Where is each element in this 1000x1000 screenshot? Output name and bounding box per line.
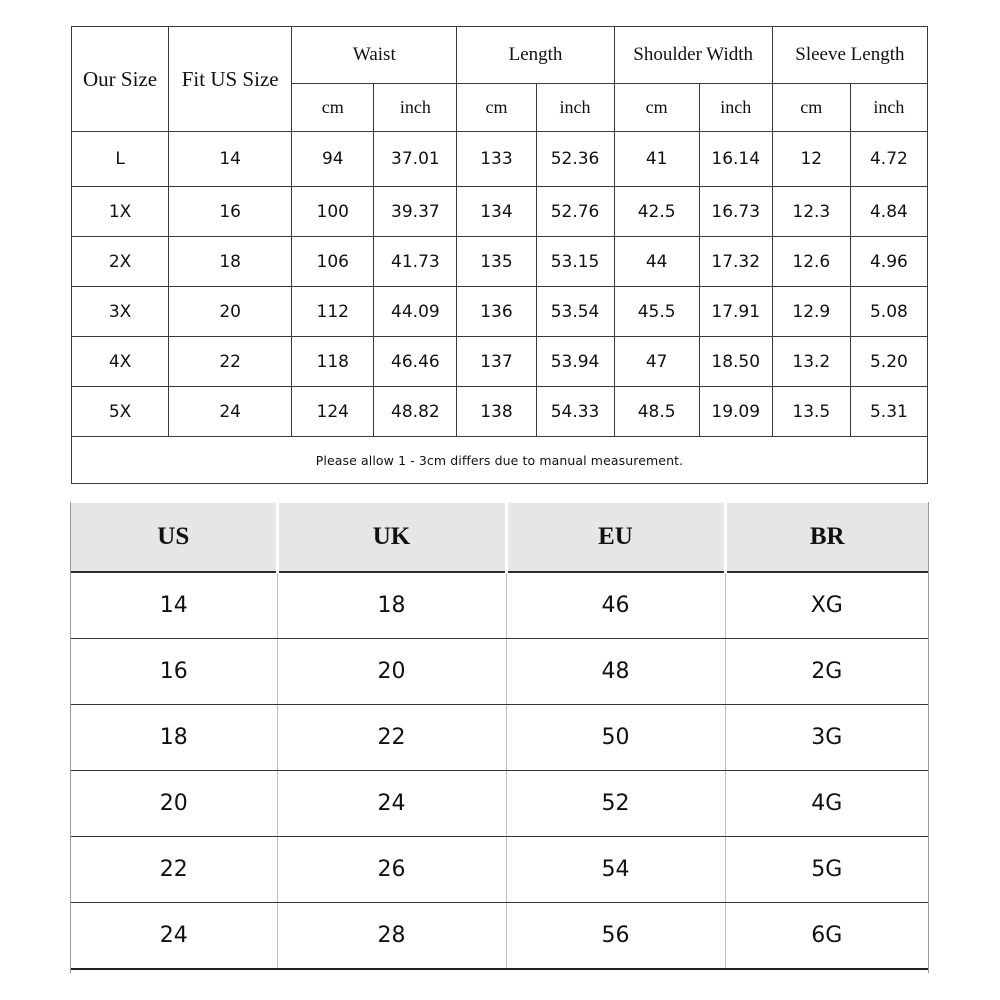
unit-header: inch <box>374 84 457 132</box>
table-cell: 46 <box>506 572 725 639</box>
table-cell: 12 <box>772 132 850 187</box>
table-cell: 48.82 <box>374 387 457 437</box>
table-cell: 12.6 <box>772 237 850 287</box>
table-cell: 94 <box>292 132 374 187</box>
table-cell: 5X <box>72 387 169 437</box>
table-row <box>72 287 928 337</box>
table-row <box>72 337 928 387</box>
table-row <box>71 572 928 639</box>
table-cell: 50 <box>506 705 725 771</box>
note-row <box>72 437 928 484</box>
unit-header: cm <box>292 84 374 132</box>
table-row <box>71 705 928 771</box>
table-cell: 106 <box>292 237 374 287</box>
unit-header: inch <box>536 84 614 132</box>
header-eu: EU <box>506 503 725 572</box>
table-cell: 20 <box>71 771 277 837</box>
table-cell: 52.76 <box>536 187 614 237</box>
table-cell: 47 <box>614 337 699 387</box>
table-cell: 17.91 <box>699 287 772 337</box>
unit-header: cm <box>772 84 850 132</box>
table-cell: 137 <box>457 337 536 387</box>
table-cell: 2X <box>72 237 169 287</box>
table-cell: 16 <box>71 639 277 705</box>
unit-header: cm <box>457 84 536 132</box>
table-cell: 16.14 <box>699 132 772 187</box>
table-cell: 46.46 <box>374 337 457 387</box>
table-row <box>71 903 928 970</box>
header-our-size: Our Size <box>72 27 169 132</box>
header-fit-us-size: Fit US Size <box>169 27 292 132</box>
header-shoulder-width: Shoulder Width <box>614 27 772 84</box>
table-cell: 4.72 <box>850 132 927 187</box>
table-cell: 22 <box>71 837 277 903</box>
table-cell: 2G <box>725 639 928 705</box>
table-cell: 53.54 <box>536 287 614 337</box>
table-cell: 4X <box>72 337 169 387</box>
table-cell: 42.5 <box>614 187 699 237</box>
table-row <box>71 837 928 903</box>
table-row <box>71 639 928 705</box>
table-row <box>72 237 928 287</box>
table-cell: 18 <box>71 705 277 771</box>
table-cell: 39.37 <box>374 187 457 237</box>
table-cell: 52 <box>506 771 725 837</box>
table-cell: 3G <box>725 705 928 771</box>
table-cell: 5.08 <box>850 287 927 337</box>
table-cell: 12.3 <box>772 187 850 237</box>
unit-header: inch <box>850 84 927 132</box>
size-measurement-table <box>71 26 928 484</box>
table-cell: 18 <box>277 572 506 639</box>
measurement-note: Please allow 1 - 3cm differs due to manual measurement. <box>72 437 928 484</box>
header-us: US <box>71 503 277 572</box>
table-row <box>72 387 928 437</box>
table-cell: 53.94 <box>536 337 614 387</box>
table-cell: 1X <box>72 187 169 237</box>
table-cell: 22 <box>169 337 292 387</box>
table-cell: 54 <box>506 837 725 903</box>
table-cell: 20 <box>277 639 506 705</box>
table-cell: 52.36 <box>536 132 614 187</box>
table-cell: 20 <box>169 287 292 337</box>
table-cell: 19.09 <box>699 387 772 437</box>
table-cell: 17.32 <box>699 237 772 287</box>
table-cell: 18.50 <box>699 337 772 387</box>
table-cell: 24 <box>71 903 277 970</box>
table-cell: 54.33 <box>536 387 614 437</box>
table-cell: 16 <box>169 187 292 237</box>
table-cell: 44 <box>614 237 699 287</box>
table-cell: L <box>72 132 169 187</box>
table-cell: 48.5 <box>614 387 699 437</box>
table-cell: 6G <box>725 903 928 970</box>
table-cell: 3X <box>72 287 169 337</box>
table-cell: XG <box>725 572 928 639</box>
header-sleeve-length: Sleeve Length <box>772 27 927 84</box>
table-cell: 14 <box>71 572 277 639</box>
table-row <box>72 187 928 237</box>
table-cell: 28 <box>277 903 506 970</box>
conversion-header-row <box>71 503 928 572</box>
unit-header: inch <box>699 84 772 132</box>
size-conversion-table <box>71 503 928 970</box>
table-cell: 18 <box>169 237 292 287</box>
header-br: BR <box>725 503 928 572</box>
table-cell: 41.73 <box>374 237 457 287</box>
table-cell: 5G <box>725 837 928 903</box>
table-cell: 53.15 <box>536 237 614 287</box>
header-waist: Waist <box>292 27 457 84</box>
table-cell: 124 <box>292 387 374 437</box>
table-cell: 48 <box>506 639 725 705</box>
table-cell: 16.73 <box>699 187 772 237</box>
table-cell: 136 <box>457 287 536 337</box>
table-cell: 134 <box>457 187 536 237</box>
header-uk: UK <box>277 503 506 572</box>
table-cell: 133 <box>457 132 536 187</box>
table-row <box>72 132 928 187</box>
table-cell: 5.31 <box>850 387 927 437</box>
table-cell: 112 <box>292 287 374 337</box>
header-length: Length <box>457 27 614 84</box>
table-cell: 138 <box>457 387 536 437</box>
table-cell: 13.2 <box>772 337 850 387</box>
table-cell: 118 <box>292 337 374 387</box>
table-cell: 22 <box>277 705 506 771</box>
table-cell: 12.9 <box>772 287 850 337</box>
table-cell: 135 <box>457 237 536 287</box>
table-cell: 5.20 <box>850 337 927 387</box>
table-cell: 44.09 <box>374 287 457 337</box>
table-row <box>71 771 928 837</box>
unit-header: cm <box>614 84 699 132</box>
table-cell: 100 <box>292 187 374 237</box>
table-cell: 45.5 <box>614 287 699 337</box>
table-cell: 13.5 <box>772 387 850 437</box>
table-cell: 14 <box>169 132 292 187</box>
size-table-header-row <box>72 27 928 84</box>
table-cell: 56 <box>506 903 725 970</box>
table-cell: 4.96 <box>850 237 927 287</box>
table-cell: 41 <box>614 132 699 187</box>
table-cell: 26 <box>277 837 506 903</box>
table-cell: 37.01 <box>374 132 457 187</box>
table-cell: 24 <box>277 771 506 837</box>
table-cell: 4G <box>725 771 928 837</box>
table-cell: 4.84 <box>850 187 927 237</box>
table-cell: 24 <box>169 387 292 437</box>
